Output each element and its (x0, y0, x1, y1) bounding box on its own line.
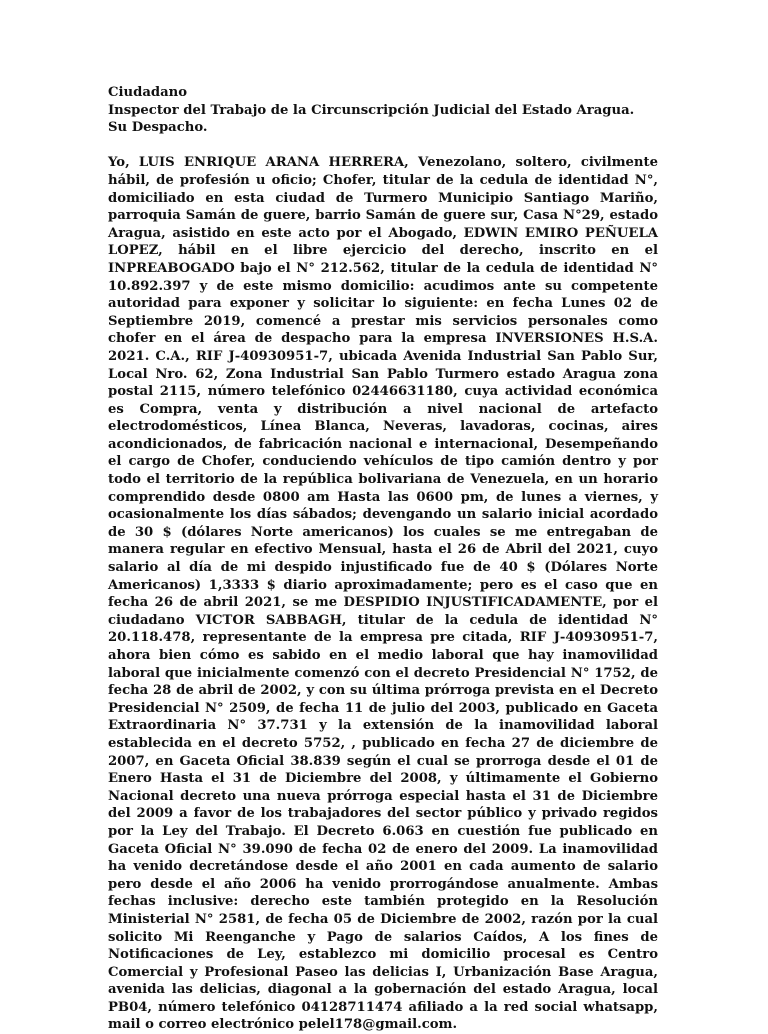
document-page (108, 84, 658, 1034)
recipient-title: Inspector del Trabajo de la Circunscripción Judicial del Estado Aragua. (108, 102, 635, 118)
blank-line (108, 137, 658, 155)
body-paragraph: Yo, LUIS ENRIQUE ARANA HERRERA, Venezolano, soltero, civilmente hábil, de profesión u oficio; Chofer, titular de la cedula de identidad N°, domiciliado en esta ciudad de Turmero Municipio Santiago Mariño, parroquia Samán de guere, barrio Samán de guere sur, Casa N°29, estado Aragua, asistido en este acto por el Abogado, EDWIN EMIRO PEÑUELA LOPEZ, hábil en el libre ejercicio del derecho, inscrito en el INPREABOGADO bajo el N° 212.562, titular de la cedula de identidad N° 10.892.397 y de este mismo domicilio: acudimos ante su competente autoridad para exponer y solicitar lo siguiente: en fecha Lunes 02 de Septiembre 2019, comencé a prestar mis servicios personales como chofer en el área de despacho para la empresa INVERSIONES H.S.A. 2021. C.A., RIF J-40930951-7, ubicada Avenida Industrial San Pablo Sur, Local Nro. 62, Zona Industrial San Pablo Turmero estado Aragua zona postal 2115, número telefónico 02446631180, cuya actividad económica es Compra, venta y distribución a nivel nacional de artefacto electrodomésticos, Línea Blanca, Neveras, lavadoras, cocinas, aires acondicionados, de fabricación nacional e internacional, Desempeñando el cargo de Chofer, conduciendo vehículos de tipo camión dentro y por todo el territorio de la república bolivariana de Venezuela, en un horario comprendido desde 0800 am Hasta las 0600 pm, de lunes a viernes, y ocasionalmente los días sábados; devengando un salario inicial acordado de 30 $ (dólares Norte americanos) los cuales se me entregaban de manera regular en efectivo Mensual, hasta el 26 de Abril del 2021, cuyo salario al día de mi despido injustificado fue de 40 $ (Dólares Norte Americanos) 1,3333 $ diario aproximadamente; pero es el caso que en fecha 26 de abril 2021, se me DESPIDIO INJUSTIFICADAMENTE, por el ciudadano VICTOR SABBAGH, titular de la cedula de identidad N° 20.118.478, representante de la empresa pre citada, RIF J-40930951-7, ahora bien cómo es sabido en el medio laboral que hay inamovilidad laboral que inicialmente comenzó con el decreto Presidencial N° 1752, de fecha 28 de abril de 2002, y con su última prórroga prevista en el Decreto Presidencial N° 2509, de fecha 11 de julio del 2003, publicado en Gaceta Extraordinaria N° 37.731 y la extensión de la inamovilidad laboral establecida en el decreto 5752, , publicado en fecha 27 de diciembre de 2007, en Gaceta Oficial 38.839 según el cual se prorroga desde el 01 de Enero Hasta el 31 de Diciembre del 2008, y últimamente el Gobierno Nacional decreto una nueva prórroga especial hasta el 31 de Diciembre del 2009 a favor de los trabajadores del sector público y privado regidos por la Ley del Trabajo. El Decreto 6.063 en cuestión fue publicado en Gaceta Oficial N° 39.090 de fecha 02 de enero del 2009. La inamovilidad ha venido decretándose desde el año 2001 en cada aumento de salario pero desde el año 2006 ha venido prorrogándose anualmente. Ambas fechas inclusive: derecho este también protegido en la Resolución Ministerial N° 2581, de fecha 05 de Diciembre de 2002, razón por la cual solicito Mi Reenganche y Pago de salarios Caídos, A los fines de Notificaciones de Ley, establezco mi domicilio procesal es Centro Comercial y Profesional Paseo las delicias I, Urbanización Base Aragua, avenida las delicias, diagonal a la gobernación del estado Aragua, local PB04, número telefónico 04128711474 afiliado a la red social whatsapp, mail o correo electrónico pelel178@gmail.com. (108, 155, 658, 1033)
recipient-office: Su Despacho. (108, 120, 208, 136)
letter-header (108, 84, 658, 137)
salutation: Ciudadano (108, 85, 188, 100)
